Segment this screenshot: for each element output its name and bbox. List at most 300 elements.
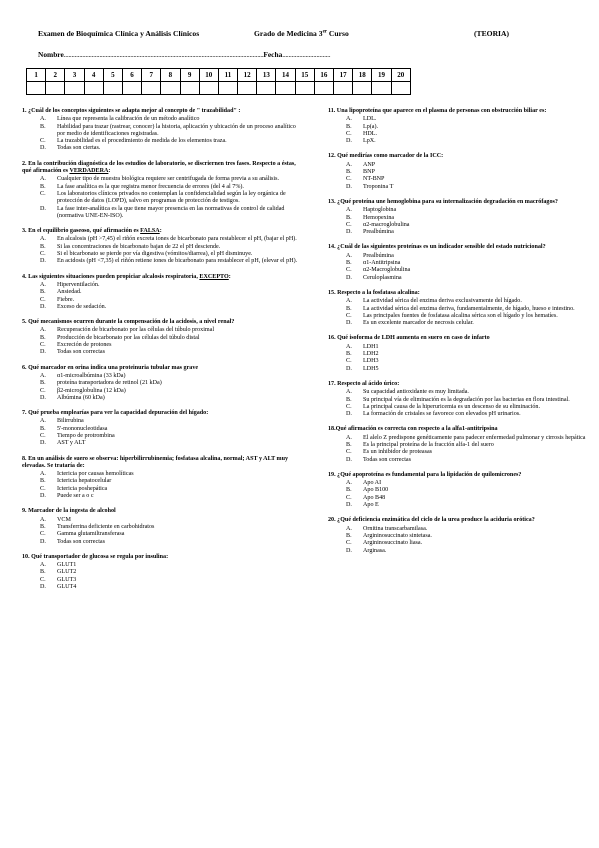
answer-option[interactable] <box>346 344 596 351</box>
question-16 <box>328 335 596 372</box>
answer-option[interactable] <box>40 206 304 221</box>
answer-option[interactable] <box>346 389 596 396</box>
answer-option[interactable] <box>346 275 596 282</box>
option-letter: C. <box>40 485 46 492</box>
answer-option[interactable] <box>346 131 596 138</box>
answer-option[interactable] <box>346 229 596 236</box>
option-text: GLUT4 <box>57 584 77 591</box>
option-text: Todas son ciertas. <box>57 145 101 152</box>
answer-box-12[interactable] <box>238 82 257 95</box>
option-letter: C. <box>346 540 352 547</box>
question-19 <box>328 472 596 509</box>
option-text: HDL. <box>363 130 378 137</box>
option-text: Ornitina transcarbamilasa. <box>363 525 428 532</box>
answer-number-17: 17 <box>334 69 353 82</box>
option-text: Es la principal proteína de la fracción alfa-1 del suero <box>363 441 494 448</box>
question-5 <box>22 319 304 356</box>
option-text: Ictericia hepatocelular <box>57 478 112 485</box>
option-letter: D. <box>40 538 46 545</box>
name-field[interactable]: ................................................................................................................................. <box>63 50 264 59</box>
answer-option[interactable] <box>40 493 304 500</box>
option-letter: A. <box>346 343 352 350</box>
answer-number-2: 2 <box>46 69 65 82</box>
answer-number-20: 20 <box>391 69 410 82</box>
answer-option[interactable] <box>40 236 304 243</box>
question-text: 4. Las siguientes situaciones pueden propiciar alcalosis respiratoria, EXCEPTO: <box>22 273 231 280</box>
answer-box-5[interactable] <box>103 82 122 95</box>
option-letter: D. <box>346 320 352 327</box>
answer-box-20[interactable] <box>391 82 410 95</box>
option-letter: B. <box>346 305 352 312</box>
option-letter: C. <box>346 267 352 274</box>
option-text: La fase analítica es la que registra menor frecuencia de errores (del 4 al 7%). <box>57 183 244 190</box>
answer-option[interactable] <box>346 313 596 320</box>
answer-option[interactable] <box>346 435 596 442</box>
option-letter: D. <box>346 411 352 418</box>
option-text: Su principal vía de eliminación es la degradación por las bacterias en flora intestinal. <box>363 396 570 403</box>
answer-option[interactable] <box>40 569 304 576</box>
option-letter: D. <box>346 138 352 145</box>
option-letter: C. <box>346 358 352 365</box>
answer-number-6: 6 <box>122 69 141 82</box>
option-text: Gamma glutamiltransferasa <box>57 531 125 538</box>
answer-option[interactable] <box>346 457 596 464</box>
option-text: Apo B100 <box>363 487 389 494</box>
answer-option[interactable] <box>40 539 304 546</box>
answer-box-19[interactable] <box>372 82 391 95</box>
option-letter: D. <box>346 274 352 281</box>
option-text: 5'-mononucleotidasa <box>57 425 108 432</box>
question-text: 17. Respecto al ácido úrico: <box>328 380 400 387</box>
question-10 <box>22 554 304 591</box>
question-3 <box>22 228 304 265</box>
option-text: Todas son correctas <box>57 349 105 356</box>
question-text: 15. Respecto a la fosfatasa alcalina: <box>328 289 420 296</box>
option-letter: B. <box>40 478 46 485</box>
answer-number-14: 14 <box>276 69 295 82</box>
answer-box-7[interactable] <box>142 82 161 95</box>
question-4 <box>22 274 304 311</box>
option-letter: B. <box>346 351 352 358</box>
answer-number-9: 9 <box>180 69 199 82</box>
option-text: Hiperventilación. <box>57 281 100 288</box>
option-letter: D. <box>40 258 46 265</box>
question-text: 5. Qué mecanismos ocurren durante la compensación de la acidosis, a nivel renal? <box>22 319 235 326</box>
option-letter: C. <box>40 296 46 303</box>
option-text: BNP <box>363 169 375 176</box>
question-text: 10. Qué transportador de glucosa se regula por insulina: <box>22 553 169 560</box>
answer-box-11[interactable] <box>218 82 237 95</box>
option-letter: A. <box>346 389 352 396</box>
question-8 <box>22 456 304 501</box>
option-letter: B. <box>40 183 46 190</box>
answer-number-1: 1 <box>27 69 46 82</box>
answer-option[interactable] <box>346 320 596 327</box>
answer-option[interactable] <box>40 297 304 304</box>
question-14 <box>328 244 596 281</box>
answer-box-18[interactable] <box>353 82 372 95</box>
answer-option[interactable] <box>346 548 596 555</box>
option-letter: C. <box>40 576 46 583</box>
option-letter: C. <box>40 531 46 538</box>
option-text: Troponina T <box>363 183 394 190</box>
option-text: Ictericia poshepática <box>57 485 108 492</box>
answer-number-15: 15 <box>295 69 314 82</box>
option-letter: C. <box>346 176 352 183</box>
option-letter: B. <box>346 487 352 494</box>
option-text: Línea que representa la calibración de un método analítico <box>57 116 200 123</box>
option-letter: A. <box>40 471 46 478</box>
option-text: Apo AI <box>363 480 382 487</box>
date-field[interactable]: ............................... <box>282 50 331 59</box>
answer-option[interactable] <box>346 253 596 260</box>
option-letter: A. <box>346 525 352 532</box>
option-text: Su capacidad antioxidante es muy limitada. <box>363 389 469 396</box>
answer-option[interactable] <box>346 526 596 533</box>
answer-option[interactable] <box>346 533 596 540</box>
question-18 <box>328 426 596 463</box>
option-letter: B. <box>346 169 352 176</box>
name-date-line <box>38 50 330 59</box>
option-text: Es un excelente marcador de necrosis celular. <box>363 320 474 327</box>
option-letter: B. <box>40 123 46 130</box>
answer-number-8: 8 <box>161 69 180 82</box>
answer-option[interactable] <box>346 298 596 305</box>
answer-option[interactable] <box>40 517 304 524</box>
answer-box-2[interactable] <box>46 82 65 95</box>
option-text: LDH1 <box>363 343 379 350</box>
answer-option[interactable] <box>346 487 596 494</box>
answer-box-10[interactable] <box>199 82 218 95</box>
option-letter: B. <box>346 532 352 539</box>
answer-number-18: 18 <box>353 69 372 82</box>
option-letter: A. <box>346 298 352 305</box>
question-text: 20. ¿Qué deficiencia enzimática del ciclo de la urea produce la aciduria orótica? <box>328 517 535 524</box>
option-text: La actividad sérica del enzima deriva, fundamentalmente, de hígado, hueso e intestino. <box>363 305 575 312</box>
question-text: 16. Qué isoforma de LDH aumenta en suero en caso de infarto <box>328 335 490 342</box>
option-text: Ictericia por causas hemolíticas <box>57 471 134 478</box>
answer-number-19: 19 <box>372 69 391 82</box>
questions-left-column <box>22 108 304 599</box>
answer-option[interactable] <box>40 176 304 183</box>
answer-option[interactable] <box>40 380 304 387</box>
answer-option[interactable] <box>346 138 596 145</box>
question-text: 1. ¿Cuál de los conceptos siguientes se adapta mejor al concepto de " trazabilidad" : <box>22 108 241 114</box>
option-text: β2-microglobulina (12 kDa) <box>57 387 126 394</box>
option-text: Ceruloplasmina <box>363 274 402 281</box>
answer-number-10: 10 <box>199 69 218 82</box>
option-text: Arginasa. <box>363 547 387 554</box>
question-17 <box>328 381 596 418</box>
answer-option[interactable] <box>346 176 596 183</box>
question-7 <box>22 410 304 447</box>
question-text: 14. ¿Cuál de las siguientes proteínas es un indicador sensible del estado nutricional? <box>328 244 546 251</box>
option-text: Argininosuccinato sintetasa. <box>363 532 432 539</box>
answer-option[interactable] <box>40 426 304 433</box>
answer-number-13: 13 <box>257 69 276 82</box>
option-text: α1-microalbúmina (33 kDa) <box>57 372 126 379</box>
option-text: Ansiedad. <box>57 289 82 296</box>
option-text: Exceso de sedación. <box>57 303 107 310</box>
option-letter: D. <box>40 349 46 356</box>
option-text: Es un inhibidor de proteasas <box>363 449 433 456</box>
option-text: Transferrina deficiente en carbohidratos <box>57 523 155 530</box>
option-letter: D. <box>346 502 352 509</box>
option-letter: C. <box>40 138 46 145</box>
answer-box-6[interactable] <box>122 82 141 95</box>
answer-option[interactable] <box>40 184 304 191</box>
question-9 <box>22 508 304 545</box>
option-letter: A. <box>346 252 352 259</box>
answer-number-16: 16 <box>314 69 333 82</box>
option-text: La formación de cristales se favorece con elevados pH urinarios. <box>363 411 521 418</box>
option-letter: B. <box>346 260 352 267</box>
question-text: 11. Una lipoproteína que aparece en el plasma de personas con obstrucción biliar es: <box>328 108 547 114</box>
option-text: La trazabilidad es el procedimiento de medida de los elementos traza. <box>57 138 227 145</box>
option-letter: C. <box>346 403 352 410</box>
answer-option[interactable] <box>40 388 304 395</box>
answer-option[interactable] <box>346 358 596 365</box>
answer-number-12: 12 <box>238 69 257 82</box>
option-text: proteína transportadora de retinol (21 kDa) <box>57 380 162 387</box>
answer-option[interactable] <box>40 562 304 569</box>
answer-option[interactable] <box>40 395 304 402</box>
option-text: α1-Antitripsina <box>363 260 401 267</box>
option-letter: D. <box>346 547 352 554</box>
answer-option[interactable] <box>40 471 304 478</box>
answer-option[interactable] <box>346 495 596 502</box>
option-letter: C. <box>40 387 46 394</box>
name-label: Nombre <box>38 50 64 59</box>
answer-option[interactable] <box>40 584 304 591</box>
option-text: VCM <box>57 516 71 523</box>
option-text: Hemopexina <box>363 214 395 221</box>
option-text: LpX. <box>363 138 376 145</box>
question-11 <box>328 108 596 145</box>
option-letter: B. <box>40 289 46 296</box>
option-letter: C. <box>346 221 352 228</box>
answer-option[interactable] <box>40 349 304 356</box>
answer-option[interactable] <box>40 258 304 265</box>
question-text: 18.Qué afirmación es correcta con respecto a la alfa1-antitripsina <box>328 426 498 433</box>
exam-type: (TEORIA) <box>474 29 510 38</box>
answer-option[interactable] <box>40 433 304 440</box>
question-2 <box>22 161 304 220</box>
option-text: GLUT2 <box>57 569 77 576</box>
answer-option[interactable] <box>40 478 304 485</box>
answer-box-4[interactable] <box>84 82 103 95</box>
option-text: Recuperación de bicarbonato por las células del túbulo proximal <box>57 327 215 334</box>
option-text: El alelo Z predispone genéticamente para padecer enfermedad pulmonar y cirrosis hepática <box>363 434 586 441</box>
answer-option[interactable] <box>346 267 596 274</box>
question-text: 12. Qué medirías como marcador de la ICC: <box>328 153 444 160</box>
question-text: 2. En la contribución diagnóstica de los estudios de laboratorio, se discriernen tres fases. Respecto a éstas, qué afirmación es VERDADERA: <box>22 160 296 175</box>
option-letter: D. <box>346 229 352 236</box>
option-text: La principal causa de la hiperuricemia es un descenso de su eliminación. <box>363 403 540 410</box>
option-letter: A. <box>40 176 46 183</box>
option-text: Cualquier tipo de muestra biológica requiere ser centrifugada de forma previa a su análisis. <box>57 176 279 183</box>
answer-option[interactable] <box>346 366 596 373</box>
option-letter: B. <box>40 569 46 576</box>
question-text: 19. ¿Qué apoproteína es fundamental para la lipidación de quilomicrones? <box>328 471 522 478</box>
option-text: Lp(a). <box>363 123 379 130</box>
option-text: Todas son correctas <box>363 456 411 463</box>
option-text: Puede ser a o c <box>57 493 94 500</box>
answer-option[interactable] <box>40 531 304 538</box>
answer-option[interactable] <box>346 442 596 449</box>
answer-number-11: 11 <box>218 69 237 82</box>
option-letter: D. <box>40 205 46 212</box>
option-letter: D. <box>346 456 352 463</box>
exam-title: Examen de Bioquímica Clínica y Análisis Clínicos <box>38 29 200 38</box>
answer-number-7: 7 <box>142 69 161 82</box>
option-text: LDH5 <box>363 365 379 372</box>
answer-box-9[interactable] <box>180 82 199 95</box>
option-letter: A. <box>40 418 46 425</box>
answer-option[interactable] <box>40 440 304 447</box>
option-letter: C. <box>40 432 46 439</box>
answer-option[interactable] <box>346 502 596 509</box>
option-letter: D. <box>346 183 352 190</box>
option-letter: D. <box>40 145 46 152</box>
answer-option[interactable] <box>346 222 596 229</box>
question-text: 8. En un análisis de suero se observa: hiperbilirrubinemia; fosfatasa alcalina, normal; AST y ALT muy elevadas. Se trataría de: <box>22 455 289 469</box>
answer-option[interactable] <box>346 351 596 358</box>
option-text: GLUT3 <box>57 576 77 583</box>
option-text: Prealbúmina <box>363 229 394 236</box>
answer-option[interactable] <box>346 169 596 176</box>
option-letter: B. <box>346 396 352 403</box>
option-text: En acidosis (pH <7,35) el riñón retiene iones de bicarbonato para restablecer el pH, (elevar el pH). <box>57 258 298 265</box>
answer-box-1[interactable] <box>27 82 46 95</box>
answer-option[interactable] <box>40 418 304 425</box>
option-text: AST y ALT <box>57 440 86 447</box>
question-text: 7. Qué prueba emplearías para ver la capacidad depuración del hígado: <box>22 410 209 417</box>
answer-option[interactable] <box>40 577 304 584</box>
answer-grid <box>26 68 411 95</box>
question-text: 3. En el equilibrio gaseoso, qué afirmación es FALSA: <box>22 228 162 235</box>
option-text: α2-Macroglobulina <box>363 267 411 274</box>
question-20 <box>328 517 596 554</box>
answer-option[interactable] <box>40 342 304 349</box>
answer-option[interactable] <box>346 480 596 487</box>
answer-option[interactable] <box>40 244 304 251</box>
answer-option[interactable] <box>40 304 304 311</box>
answer-option[interactable] <box>346 397 596 404</box>
answer-option[interactable] <box>40 138 304 145</box>
answer-option[interactable] <box>346 162 596 169</box>
answer-box-17[interactable] <box>334 82 353 95</box>
option-text: GLUT1 <box>57 562 77 569</box>
option-letter: B. <box>40 334 46 341</box>
question-text: 6. Qué marcador en orina indica una proteinuria tubular mas grave <box>22 364 199 371</box>
answer-box-3[interactable] <box>65 82 84 95</box>
option-letter: A. <box>40 562 46 569</box>
answer-option[interactable] <box>346 124 596 131</box>
option-letter: C. <box>346 449 352 456</box>
option-text: LDL. <box>363 116 377 123</box>
option-letter: D. <box>40 394 46 401</box>
question-13 <box>328 199 596 236</box>
question-1 <box>22 108 304 153</box>
option-letter: A. <box>40 327 46 334</box>
option-text: Todas son correctas <box>57 538 105 545</box>
option-letter: B. <box>40 380 46 387</box>
option-letter: D. <box>40 584 46 591</box>
question-text: 13. ¿Qué proteína une hemoglobina para su internalización degradación en macrófagos? <box>328 198 558 205</box>
answer-option[interactable] <box>40 116 304 123</box>
option-letter: C. <box>346 312 352 319</box>
answer-option[interactable] <box>346 540 596 547</box>
answer-option[interactable] <box>40 282 304 289</box>
option-text: Apo B48 <box>363 494 386 501</box>
answer-option[interactable] <box>346 215 596 222</box>
answer-option[interactable] <box>346 184 596 191</box>
option-letter: A. <box>346 480 352 487</box>
answer-option[interactable] <box>346 449 596 456</box>
answer-box-14[interactable] <box>276 82 295 95</box>
option-letter: C. <box>346 130 352 137</box>
answer-option[interactable] <box>40 124 304 139</box>
option-letter: D. <box>40 303 46 310</box>
question-text: 9. Marcador de la ingesta de alcohol <box>22 508 116 515</box>
option-text: LDH2 <box>363 351 379 358</box>
option-text: Albúmina (60 kDa) <box>57 394 105 401</box>
answer-option[interactable] <box>40 486 304 493</box>
option-letter: C. <box>40 251 46 258</box>
option-text: Argininosuccinato liasa. <box>363 540 423 547</box>
option-letter: B. <box>346 214 352 221</box>
answer-option[interactable] <box>346 404 596 411</box>
date-label: Fecha <box>263 50 283 59</box>
option-letter: A. <box>346 116 352 123</box>
option-text: Las principales fuentes de fosfatasa alcalina sérica son el hígado y los hematíes. <box>363 312 558 319</box>
answer-option[interactable] <box>40 145 304 152</box>
option-letter: A. <box>40 372 46 379</box>
option-text: Prealbúmina <box>363 252 394 259</box>
answer-option[interactable] <box>40 289 304 296</box>
option-text: Habilidad para trazar (rastrear, conocer) la historia, aplicación y ubicación de un proceso analítico por medio de identificaciones registradas. <box>57 123 296 137</box>
answer-box-15[interactable] <box>295 82 314 95</box>
option-letter: A. <box>40 281 46 288</box>
answer-box-8[interactable] <box>161 82 180 95</box>
question-6 <box>22 365 304 402</box>
option-text: α2-macroglobulina <box>363 221 410 228</box>
option-text: La actividad sérica del enzima deriva exclusivamente del hígado. <box>363 298 522 305</box>
answer-number-5: 5 <box>103 69 122 82</box>
answer-box-16[interactable] <box>314 82 333 95</box>
answer-option[interactable] <box>346 207 596 214</box>
answer-option[interactable] <box>346 260 596 267</box>
option-letter: A. <box>40 116 46 123</box>
answer-option[interactable] <box>40 335 304 342</box>
option-text: Si las concentraciones de bicarbonato bajan de 22 el pH desciende. <box>57 243 221 250</box>
option-letter: A. <box>40 516 46 523</box>
answer-option[interactable] <box>346 116 596 123</box>
answer-option[interactable] <box>346 306 596 313</box>
answer-option[interactable] <box>346 411 596 418</box>
option-text: En alcalosis (pH >7,45) el riñón excreta iones de bicarbonato para restablecer el pH, (bajar el pH). <box>57 236 297 243</box>
option-text: Si el bicarbonato se pierde por vía digestiva (vómitos/diarrea), el pH disminuye. <box>57 251 253 258</box>
question-12 <box>328 153 596 190</box>
option-letter: A. <box>346 207 352 214</box>
answer-box-13[interactable] <box>257 82 276 95</box>
option-letter: C. <box>40 190 46 197</box>
option-text: Fiebre. <box>57 296 75 303</box>
answer-option[interactable] <box>40 327 304 334</box>
answer-option[interactable] <box>40 191 304 206</box>
option-letter: C. <box>346 494 352 501</box>
